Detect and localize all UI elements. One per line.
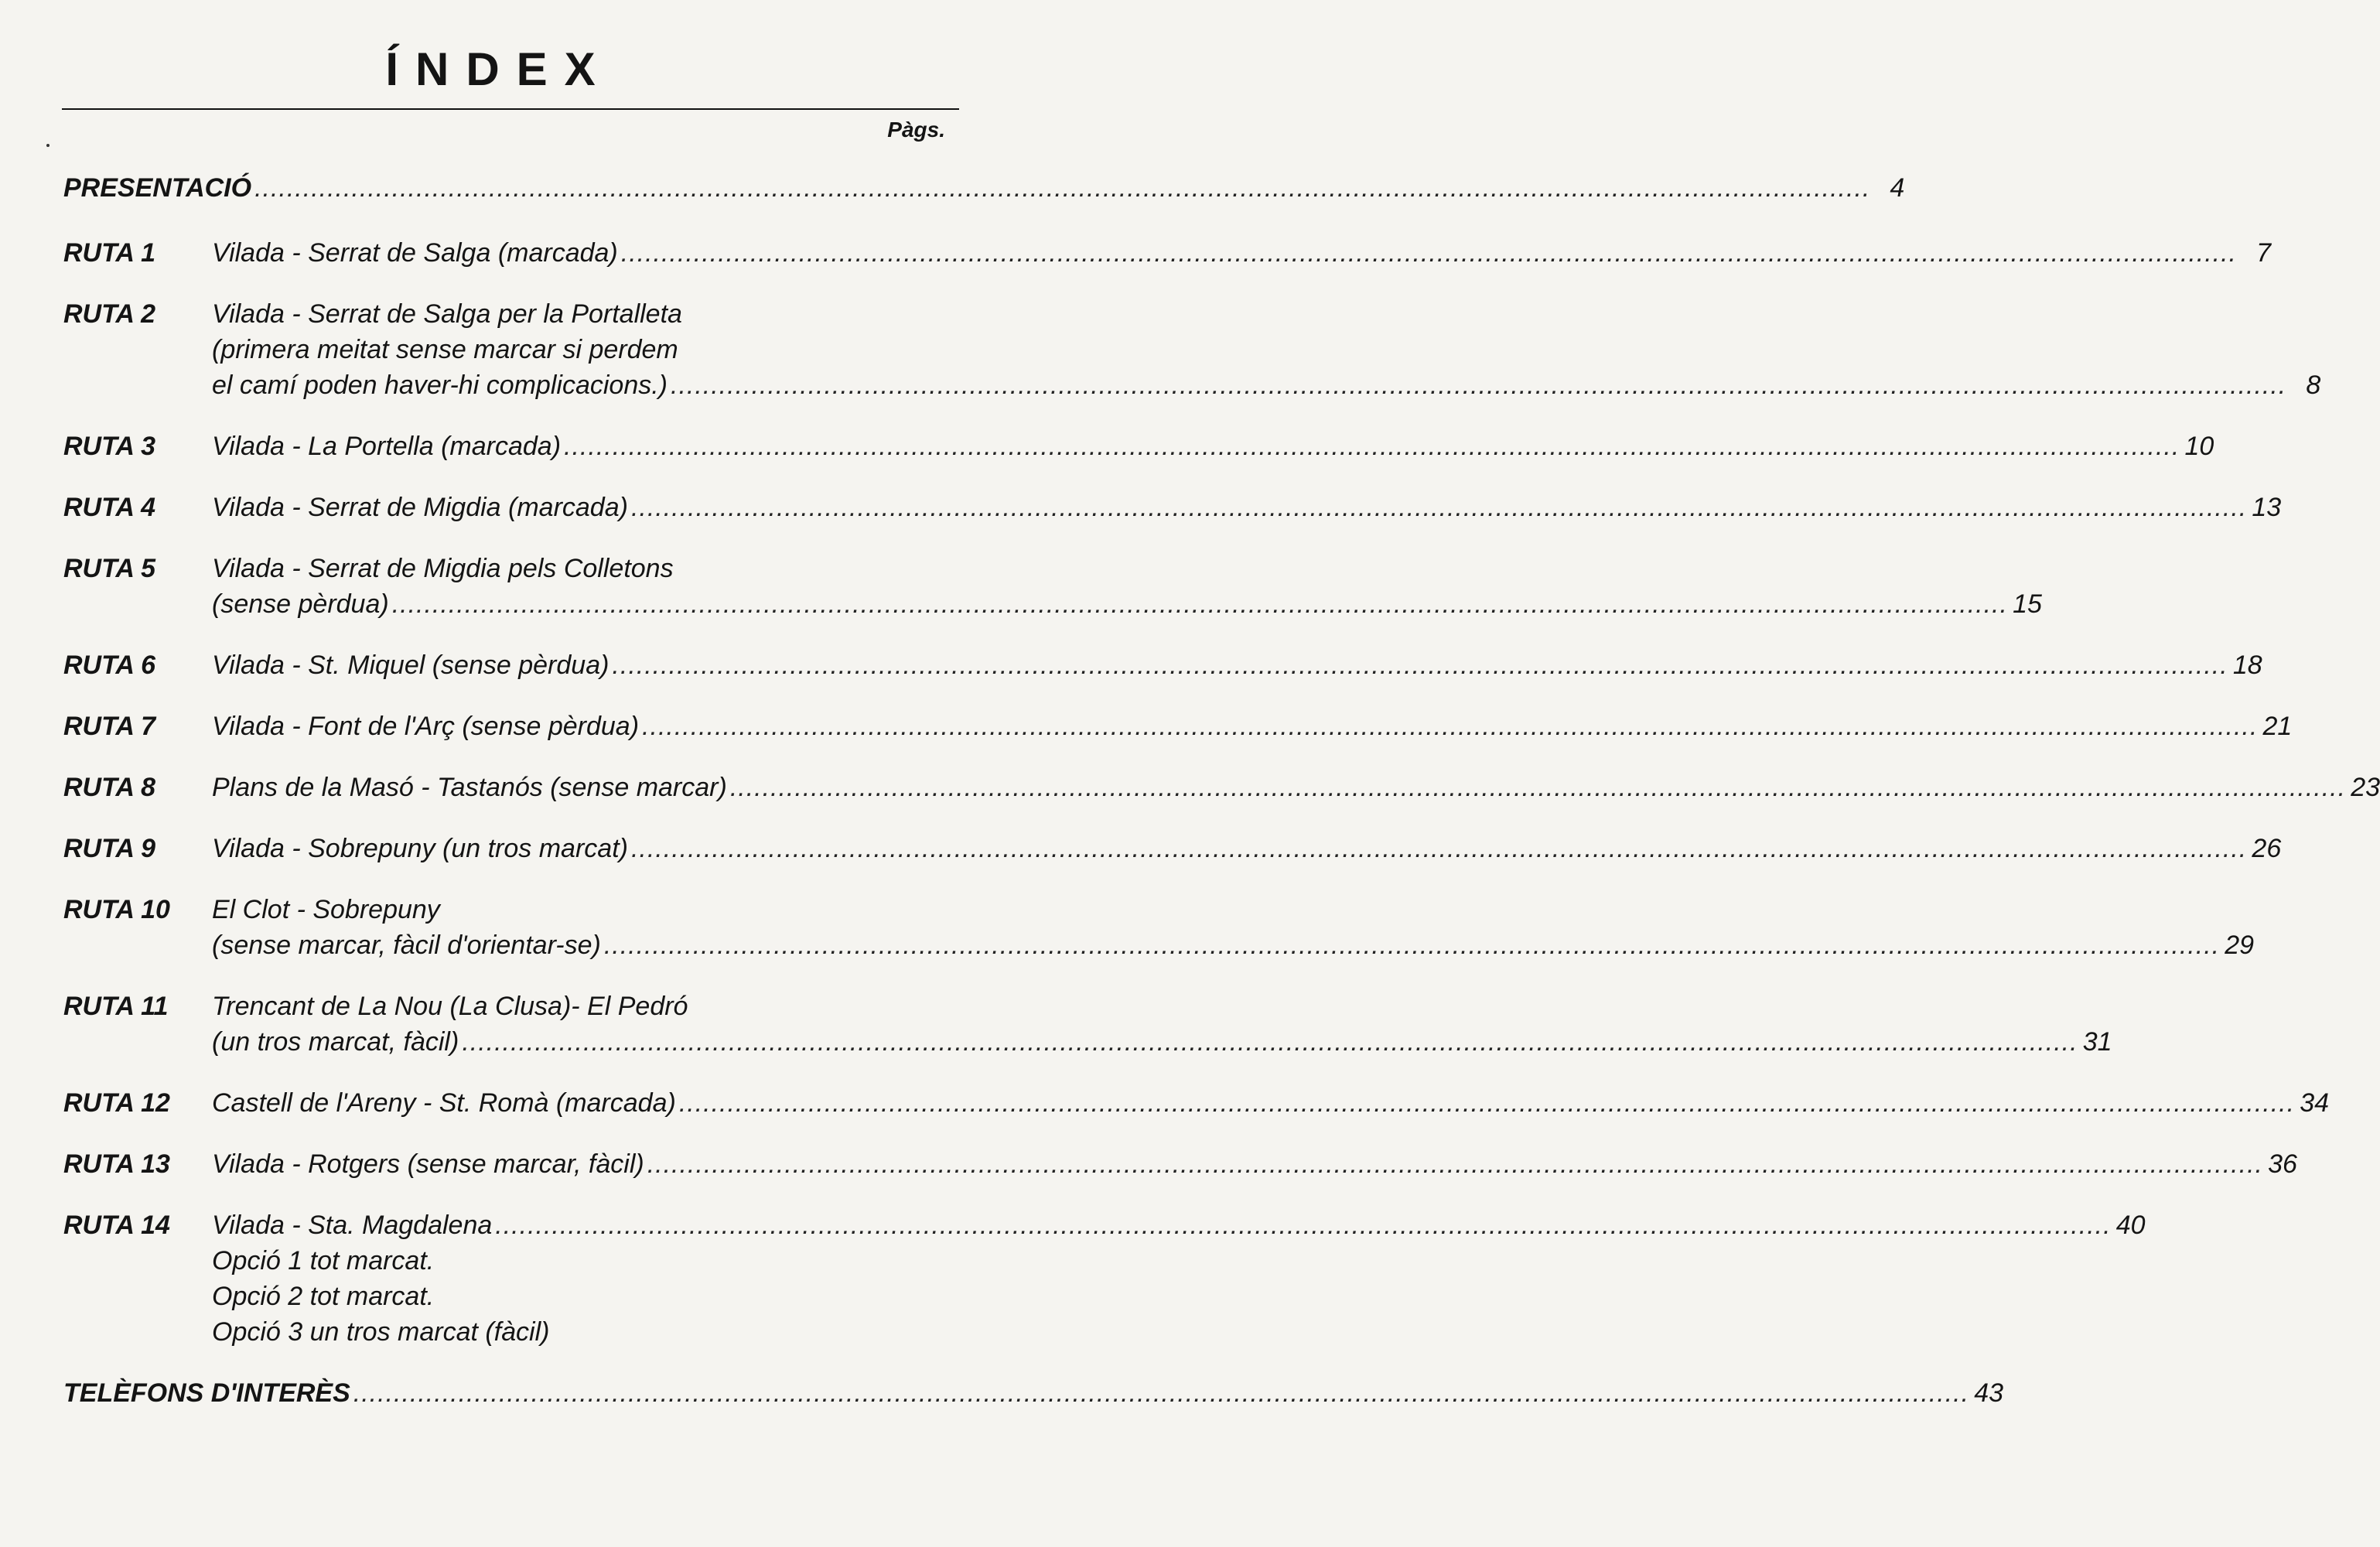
entry-body bbox=[212, 989, 2112, 1060]
entry-body bbox=[212, 647, 2262, 683]
entry-gap bbox=[63, 683, 953, 709]
dot-leader: ........................................................................................................................................................................................................ bbox=[671, 371, 2287, 400]
entry-body bbox=[212, 1146, 2297, 1182]
option-text: Opció 3 un tros marcat (fàcil) bbox=[212, 1317, 550, 1347]
entry-line bbox=[212, 1085, 2330, 1121]
dot-leader: ........................................................................................................................................................................................................ bbox=[642, 712, 2259, 741]
entry-line bbox=[212, 235, 2272, 271]
dot-leader: ........................................................................................................................................................................................................ bbox=[495, 1211, 2112, 1240]
pages-column-header: Pàgs. bbox=[887, 118, 945, 142]
entry-gap bbox=[63, 464, 953, 490]
dot-leader: ........................................................................................................................................................................................................ bbox=[564, 432, 2180, 461]
dot-leader: ........................................................................................................................................................................................................ bbox=[647, 1149, 2263, 1179]
entry-title-text: (un tros marcat, fàcil) bbox=[212, 1027, 459, 1057]
entry-title-text: Vilada - Serrat de Migdia (marcada) bbox=[212, 493, 628, 522]
entry-line bbox=[212, 586, 2042, 622]
page-number: 7 bbox=[2256, 238, 2272, 268]
index-entry bbox=[63, 831, 2282, 866]
entry-body bbox=[212, 709, 2293, 744]
route-label: RUTA 11 bbox=[63, 992, 169, 1021]
page-number: 29 bbox=[2225, 931, 2255, 960]
entry-title-text: Vilada - Rotgers (sense marcar, fàcil) bbox=[212, 1149, 644, 1179]
dot-leader: ........................................................................................................................................................................................................ bbox=[630, 834, 2248, 863]
entry-line bbox=[63, 1375, 2004, 1411]
entry-title-text: Castell de l'Areny - St. Romà (marcada) bbox=[212, 1088, 676, 1118]
dot-leader: ........................................................................................................................................................................................................ bbox=[462, 1027, 2078, 1057]
entry-gap bbox=[63, 271, 953, 296]
entry-gap bbox=[63, 206, 953, 235]
route-label: RUTA 10 bbox=[63, 895, 170, 924]
entry-body bbox=[212, 490, 2282, 525]
entry-gap bbox=[63, 866, 953, 892]
entry-title-text: Vilada - St. Miquel (sense pèrdua) bbox=[212, 651, 610, 680]
page-number: 36 bbox=[2268, 1149, 2297, 1179]
entry-body bbox=[212, 296, 2321, 403]
dot-leader: ........................................................................................................................................................................................................ bbox=[391, 589, 2008, 619]
entry-body bbox=[212, 1085, 2330, 1121]
route-label: RUTA 9 bbox=[63, 834, 155, 863]
page-number: 21 bbox=[2262, 712, 2293, 741]
route-label: RUTA 12 bbox=[63, 1088, 170, 1118]
entry-line bbox=[212, 1207, 2146, 1243]
page-number: 18 bbox=[2232, 651, 2262, 680]
entry-body bbox=[63, 1375, 2004, 1411]
dot-leader: ........................................................................................................................................................................................................ bbox=[630, 493, 2248, 522]
index-entry bbox=[63, 770, 2380, 805]
entry-body bbox=[212, 551, 2042, 622]
index-entry bbox=[63, 429, 2214, 464]
entry-gap bbox=[63, 744, 953, 770]
option-line bbox=[212, 1279, 953, 1314]
entry-body bbox=[212, 770, 2380, 805]
entry-body bbox=[212, 429, 2214, 464]
page-number: 34 bbox=[2300, 1088, 2330, 1118]
page-number: 15 bbox=[2013, 589, 2042, 619]
option-line bbox=[212, 1314, 953, 1350]
entry-title-text: (sense pèrdua) bbox=[212, 589, 389, 619]
page-number: 8 bbox=[2306, 371, 2321, 400]
page-number: 43 bbox=[1974, 1378, 2004, 1408]
entry-line bbox=[212, 892, 953, 927]
index-entry bbox=[63, 647, 2262, 683]
option-text: Opció 2 tot marcat. bbox=[212, 1282, 435, 1311]
entry-line bbox=[212, 709, 2293, 744]
route-label: RUTA 8 bbox=[63, 773, 155, 802]
entry-title-text: (primera meitat sense marcar si perdem bbox=[212, 335, 678, 364]
index-entry bbox=[63, 296, 2321, 403]
entry-title-text: el camí poden haver-hi complicacions.) bbox=[212, 371, 668, 400]
entry-title-text: Vilada - Serrat de Migdia pels Colletons bbox=[212, 554, 674, 583]
dot-leader: ........................................................................................................................................................................................................ bbox=[612, 651, 2228, 680]
entry-body bbox=[63, 170, 1905, 206]
entry-gap bbox=[63, 963, 953, 989]
entry-line bbox=[212, 831, 2282, 866]
index-entry bbox=[63, 892, 2255, 963]
index-entry bbox=[63, 1207, 2146, 1350]
entry-gap bbox=[63, 805, 953, 831]
option-line bbox=[212, 1243, 953, 1279]
entry-line bbox=[212, 989, 953, 1024]
dot-leader: ........................................................................................................................................................................................................ bbox=[678, 1088, 2296, 1118]
entry-title-text: (sense marcar, fàcil d'orientar-se) bbox=[212, 931, 601, 960]
dot-leader: ........................................................................................................................................................................................................ bbox=[620, 238, 2238, 268]
title-rule bbox=[62, 108, 959, 110]
route-label: RUTA 14 bbox=[63, 1211, 170, 1240]
index-entry bbox=[63, 170, 1905, 206]
entry-line bbox=[212, 296, 953, 332]
route-label: RUTA 13 bbox=[63, 1149, 170, 1179]
entry-body bbox=[212, 892, 2255, 963]
route-label: RUTA 7 bbox=[63, 712, 155, 741]
index-entry bbox=[63, 1085, 2330, 1121]
entry-gap bbox=[63, 622, 953, 647]
route-label: RUTA 2 bbox=[63, 299, 155, 329]
entry-gap bbox=[63, 403, 953, 429]
entry-line bbox=[212, 429, 2214, 464]
entry-gap bbox=[63, 1350, 953, 1375]
index-entry bbox=[63, 1146, 2297, 1182]
page-title: ÍNDEX bbox=[385, 43, 613, 95]
dot-leader: ........................................................................................................................................................................................................ bbox=[353, 1378, 1970, 1408]
entry-title-text: PRESENTACIÓ bbox=[63, 173, 252, 203]
entry-title-text: Vilada - La Portella (marcada) bbox=[212, 432, 562, 461]
entry-line bbox=[63, 170, 1905, 206]
page-number: 10 bbox=[2184, 432, 2214, 461]
entry-title-text: El Clot - Sobrepuny bbox=[212, 895, 440, 924]
page-number: 13 bbox=[2252, 493, 2282, 522]
page-number: 40 bbox=[2115, 1211, 2146, 1240]
entry-body bbox=[212, 831, 2282, 866]
page-number: 4 bbox=[1890, 173, 1905, 203]
index-entries bbox=[63, 170, 2380, 1411]
entry-line bbox=[212, 647, 2262, 683]
route-label: RUTA 3 bbox=[63, 432, 155, 461]
dot-leader: ........................................................................................................................................................................................................ bbox=[729, 773, 2347, 802]
entry-body bbox=[212, 235, 2272, 271]
entry-title-text: Plans de la Masó - Tastanós (sense marcar) bbox=[212, 773, 727, 802]
page-number: 23 bbox=[2351, 773, 2380, 802]
route-label: RUTA 5 bbox=[63, 554, 155, 583]
entry-title-text: Vilada - Font de l'Arç (sense pèrdua) bbox=[212, 712, 640, 741]
route-label: RUTA 6 bbox=[63, 651, 155, 680]
entry-title-text: Vilada - Sobrepuny (un tros marcat) bbox=[212, 834, 628, 863]
index-entry bbox=[63, 709, 2293, 744]
entry-line bbox=[212, 332, 953, 367]
entry-line bbox=[212, 770, 2380, 805]
route-label: RUTA 4 bbox=[63, 493, 155, 522]
entry-line bbox=[212, 490, 2282, 525]
entry-line bbox=[212, 1024, 2112, 1060]
index-entry bbox=[63, 551, 2042, 622]
dot-leader: ........................................................................................................................................................................................................ bbox=[603, 931, 2221, 960]
option-text: Opció 1 tot marcat. bbox=[212, 1246, 435, 1276]
page-mark bbox=[46, 144, 50, 147]
index-entry bbox=[63, 490, 2282, 525]
entry-line bbox=[212, 1146, 2297, 1182]
entry-title-text: Vilada - Serrat de Salga (marcada) bbox=[212, 238, 618, 268]
entry-gap bbox=[63, 525, 953, 551]
page-number: 31 bbox=[2082, 1027, 2112, 1057]
index-entry bbox=[63, 1375, 2004, 1411]
entry-title-text: Vilada - Serrat de Salga per la Portalleta bbox=[212, 299, 682, 329]
entry-gap bbox=[63, 1182, 953, 1207]
entry-line bbox=[212, 367, 2321, 403]
entry-title-text: Trencant de La Nou (La Clusa)- El Pedró bbox=[212, 992, 688, 1021]
entry-gap bbox=[63, 1121, 953, 1146]
entry-title-text: TELÈFONS D'INTERÈS bbox=[63, 1378, 350, 1408]
entry-title-text: Vilada - Sta. Magdalena bbox=[212, 1211, 493, 1240]
route-label: RUTA 1 bbox=[63, 238, 155, 268]
entry-body bbox=[212, 1207, 2146, 1350]
entry-line bbox=[212, 927, 2255, 963]
dot-leader: ........................................................................................................................................................................................................ bbox=[254, 173, 1871, 203]
index-entry bbox=[63, 235, 2272, 271]
page-number: 26 bbox=[2252, 834, 2282, 863]
entry-line bbox=[212, 551, 953, 586]
index-entry bbox=[63, 989, 2112, 1060]
entry-gap bbox=[63, 1060, 953, 1085]
